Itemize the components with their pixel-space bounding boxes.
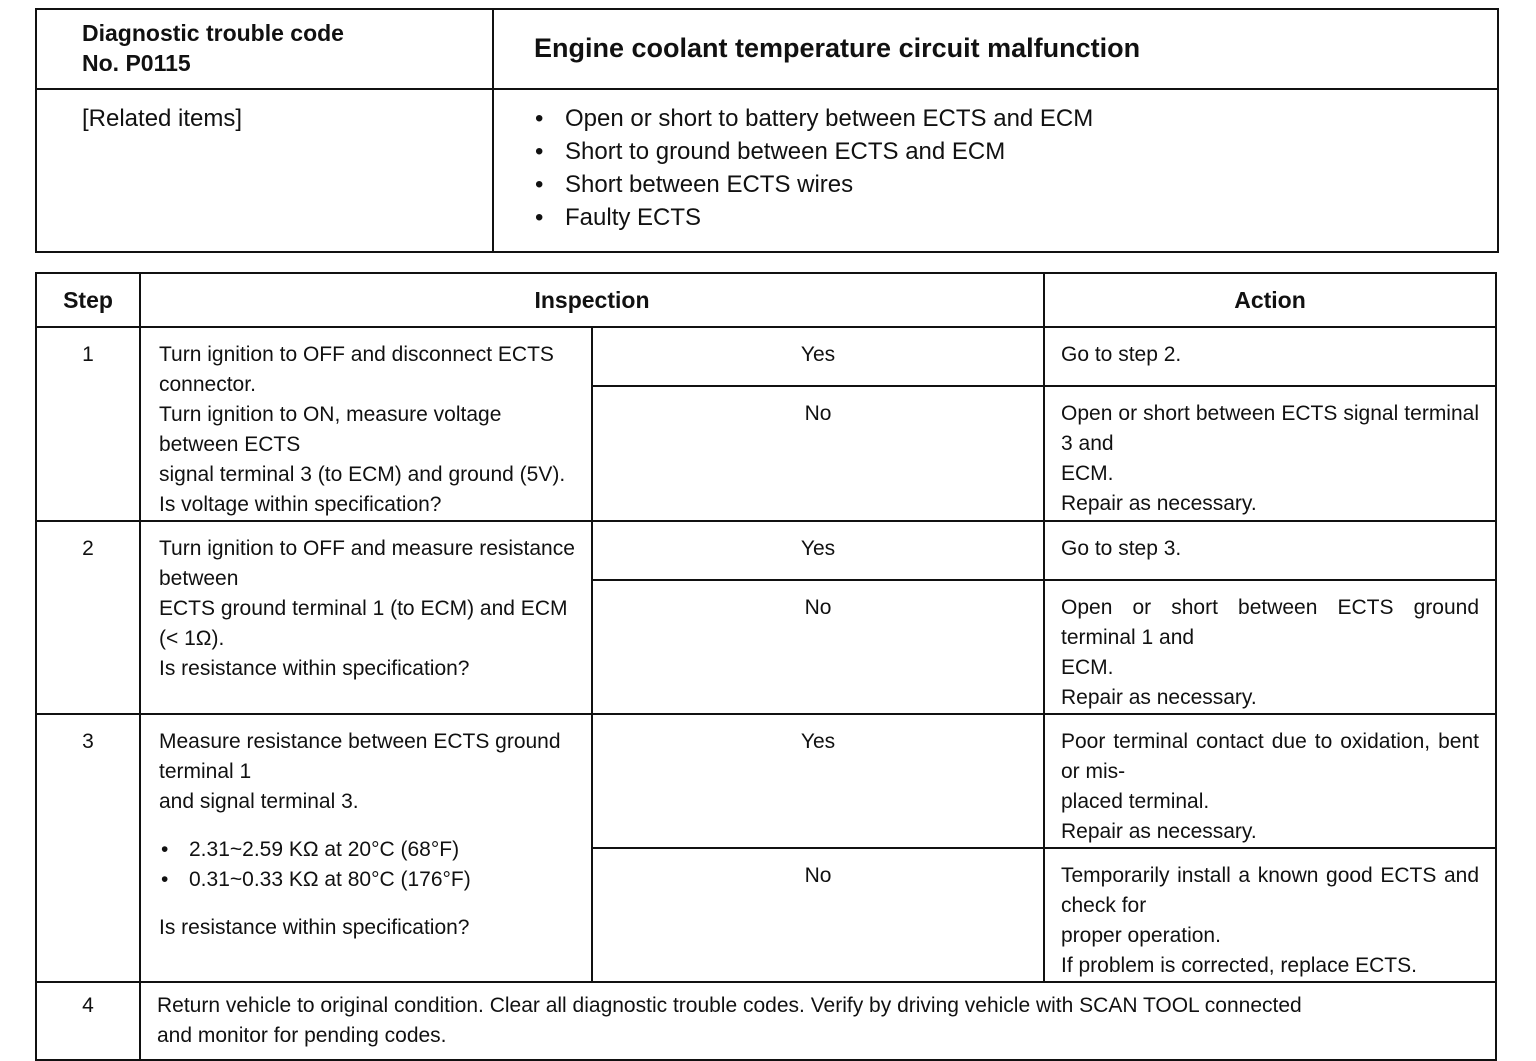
column-header-action: Action: [1044, 273, 1496, 327]
dtc-header-table: [35, 8, 1499, 253]
inspection-line: ECTS ground terminal 1 (to ECM) and ECM (< 1Ω).: [159, 597, 568, 650]
instruction-line: and monitor for pending codes.: [157, 1024, 447, 1047]
yes-label: Yes: [592, 714, 1044, 848]
step-final-instruction: [140, 982, 1496, 1060]
spec-list: [159, 835, 577, 895]
yes-label: Yes: [592, 327, 1044, 386]
yes-action: [1044, 521, 1496, 580]
step-number: 1: [36, 327, 140, 521]
no-label: No: [592, 386, 1044, 521]
action-line: Go to step 3.: [1061, 537, 1182, 560]
yes-action: [1044, 714, 1496, 848]
action-line: Poor terminal contact due to oxidation, bent or mis-: [1061, 730, 1479, 783]
step-number: 2: [36, 521, 140, 714]
column-header-step: Step: [36, 273, 140, 327]
related-items-label: [Related items]: [36, 89, 493, 252]
no-action: [1044, 580, 1496, 714]
diagnostic-steps-table: [35, 272, 1497, 1061]
no-action: [1044, 386, 1496, 521]
action-line: Repair as necessary.: [1061, 820, 1257, 843]
action-line: Temporarily install a known good ECTS and check for: [1061, 864, 1479, 917]
list-item: • Faulty ECTS: [565, 201, 1496, 234]
action-line: Repair as necessary.: [1061, 492, 1257, 516]
dtc-label: Diagnostic trouble code: [82, 20, 344, 46]
list-item: • Short between ECTS wires: [565, 168, 1496, 201]
dtc-code-cell: [36, 9, 493, 89]
inspection-line: Is resistance within specification?: [159, 657, 470, 680]
inspection-line: signal terminal 3 (to ECM) and ground (5V).: [159, 463, 566, 486]
action-line: Go to step 2.: [1061, 343, 1182, 366]
inspection-line: Is voltage within specification?: [159, 493, 442, 516]
column-header-inspection: Inspection: [140, 273, 1044, 327]
step-inspection: [140, 714, 592, 982]
action-line: placed terminal.: [1061, 790, 1210, 813]
inspection-line: Measure resistance between ECTS ground terminal 1: [159, 730, 561, 783]
related-items-cell: [493, 89, 1498, 252]
inspection-line: and signal terminal 3.: [159, 790, 359, 813]
action-line: If problem is corrected, replace ECTS.: [1061, 954, 1417, 977]
step-number: 4: [36, 982, 140, 1060]
list-item: • 0.31~0.33 KΩ at 80°C (176°F): [159, 865, 577, 895]
action-line: proper operation.: [1061, 924, 1221, 947]
list-item: • Short to ground between ECTS and ECM: [565, 135, 1496, 168]
yes-label: Yes: [592, 521, 1044, 580]
inspection-question: Is resistance within specification?: [159, 916, 470, 939]
yes-action: [1044, 327, 1496, 386]
no-label: No: [592, 580, 1044, 714]
step-inspection: [140, 327, 592, 521]
dtc-title: Engine coolant temperature circuit malfunction: [493, 9, 1498, 89]
action-line: Open or short between ECTS ground terminal 1 and: [1061, 596, 1479, 649]
related-items-list: [495, 102, 1496, 234]
no-action: [1044, 848, 1496, 982]
action-line: ECM.: [1061, 656, 1114, 679]
inspection-line: Turn ignition to OFF and disconnect ECTS connector.: [159, 343, 554, 396]
no-label: No: [592, 848, 1044, 982]
step-inspection: [140, 521, 592, 714]
action-line: ECM.: [1061, 462, 1114, 486]
inspection-line: Turn ignition to ON, measure voltage between ECTS: [159, 403, 502, 456]
dtc-number: No. P0115: [82, 50, 191, 76]
action-line: Repair as necessary.: [1061, 686, 1257, 709]
step-number: 3: [36, 714, 140, 982]
instruction-line: Return vehicle to original condition. Clear all diagnostic trouble codes. Verify by driving vehicle with SCAN TOOL connected: [157, 994, 1302, 1017]
inspection-line: Turn ignition to OFF and measure resistance between: [159, 537, 575, 590]
list-item: • 2.31~2.59 KΩ at 20°C (68°F): [159, 835, 577, 865]
action-line: Open or short between ECTS signal terminal 3 and: [1061, 402, 1479, 456]
list-item: • Open or short to battery between ECTS and ECM: [565, 102, 1496, 135]
